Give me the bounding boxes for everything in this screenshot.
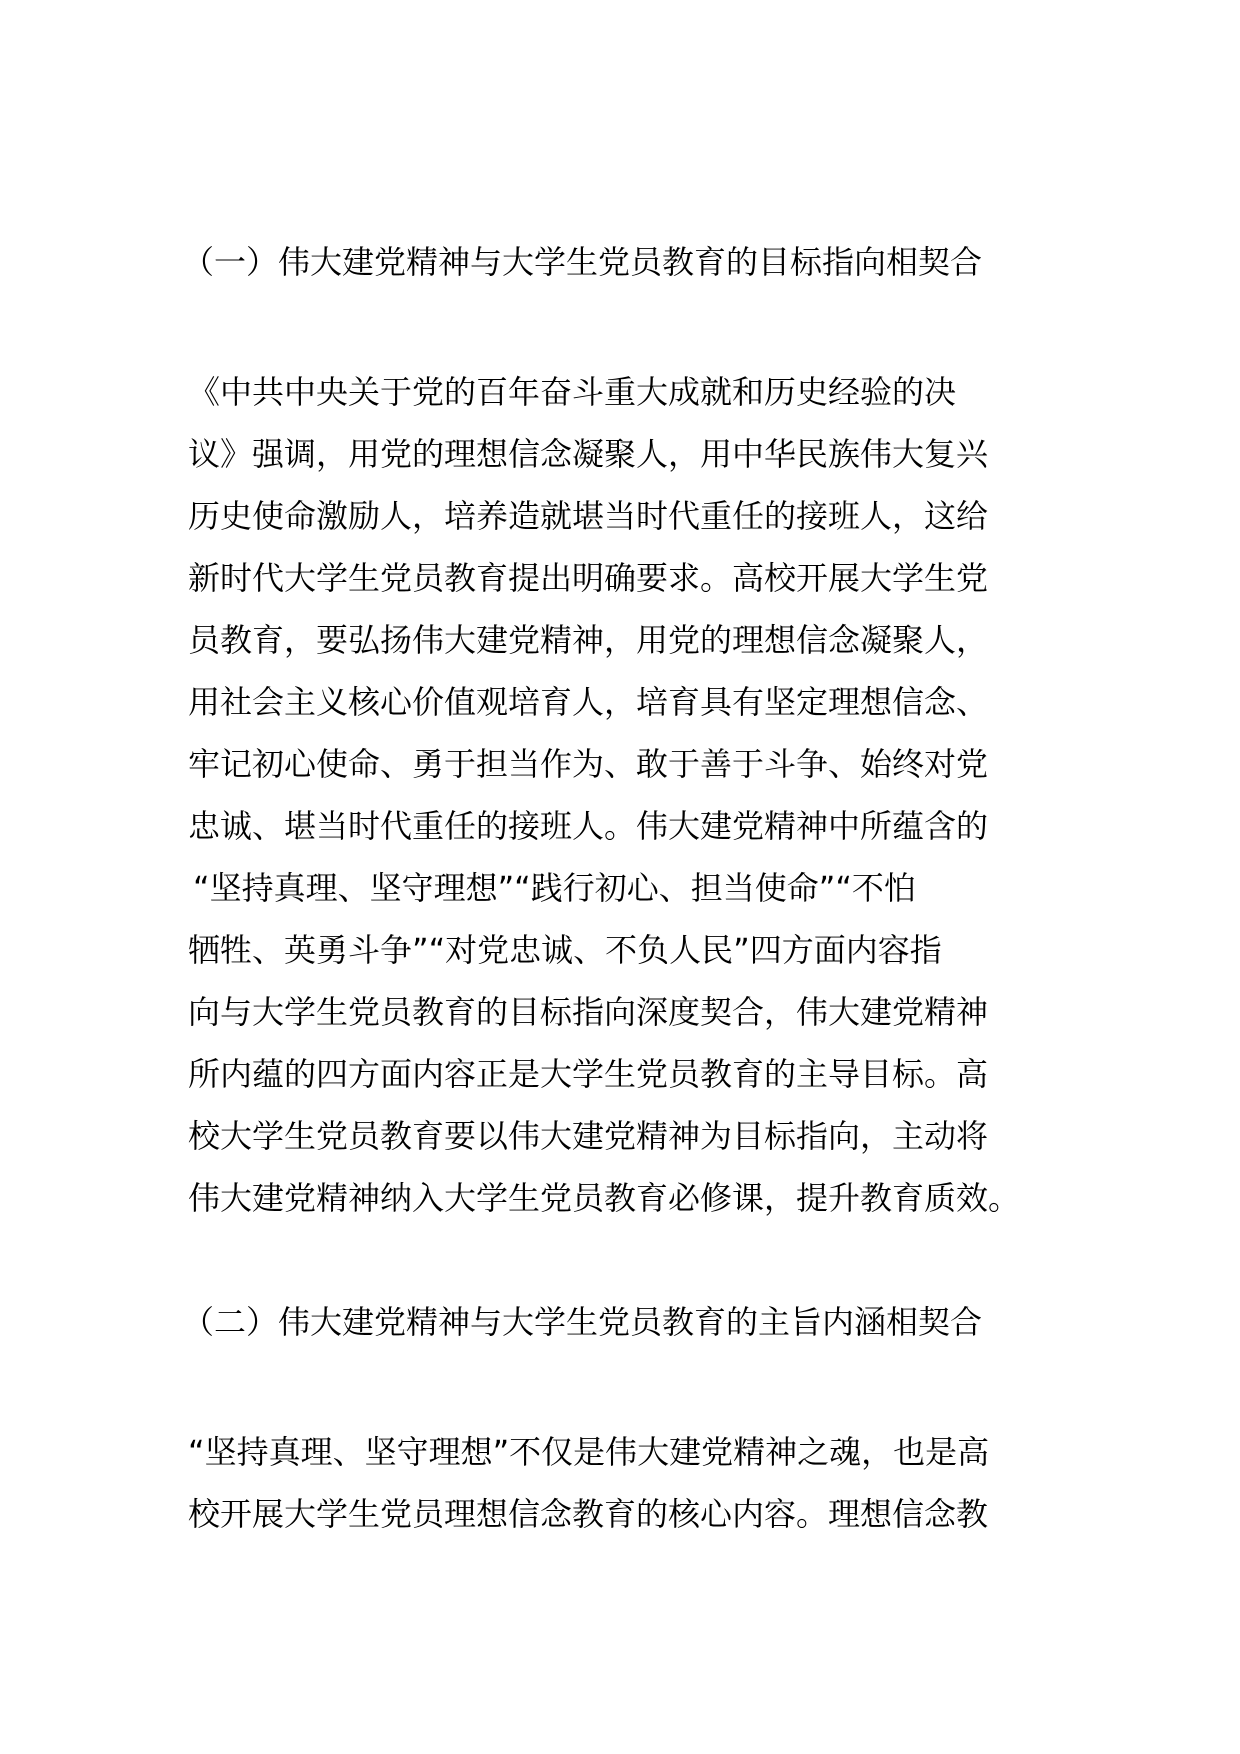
paragraph-line: 新时代大学生党员教育提出明确要求。高校开展大学生党 [188,559,989,597]
section-heading-2: （二）伟大建党精神与大学生党员教育的主旨内涵相契合 [182,1303,983,1341]
paragraph-line: “坚持真理、坚守理想”“践行初心、担当使命”“不怕 [193,869,916,907]
paragraph-line: 员教育，要弘扬伟大建党精神，用党的理想信念凝聚人， [188,621,989,659]
paragraph-line: 所内蕴的四方面内容正是大学生党员教育的主导目标。高 [188,1055,989,1093]
paragraph-line: 《中共中央关于党的百年奋斗重大成就和历史经验的决 [188,373,957,411]
section-heading-1: （一）伟大建党精神与大学生党员教育的目标指向相契合 [182,243,983,281]
paragraph-line: 忠诚、堪当时代重任的接班人。伟大建党精神中所蕴含的 [188,807,989,845]
paragraph-line: 牺牲、英勇斗争”“对党忠诚、不负人民”四方面内容指 [188,931,942,969]
paragraph-line: 牢记初心使命、勇于担当作为、敢于善于斗争、始终对党 [188,745,989,783]
paragraph-line: 伟大建党精神纳入大学生党员教育必修课，提升教育质效。 [188,1179,1021,1217]
paragraph-line: 用社会主义核心价值观培育人，培育具有坚定理想信念、 [188,683,989,721]
paragraph-line: 校开展大学生党员理想信念教育的核心内容。理想信念教 [188,1495,989,1533]
paragraph-line: 向与大学生党员教育的目标指向深度契合，伟大建党精神 [188,993,989,1031]
paragraph-line: 历史使命激励人，培养造就堪当时代重任的接班人，这给 [188,497,989,535]
paragraph-line: 议》强调，用党的理想信念凝聚人，用中华民族伟大复兴 [188,435,989,473]
paragraph-line: “坚持真理、坚守理想”不仅是伟大建党精神之魂，也是高 [188,1433,990,1471]
paragraph-line: 校大学生党员教育要以伟大建党精神为目标指向，主动将 [188,1117,989,1155]
